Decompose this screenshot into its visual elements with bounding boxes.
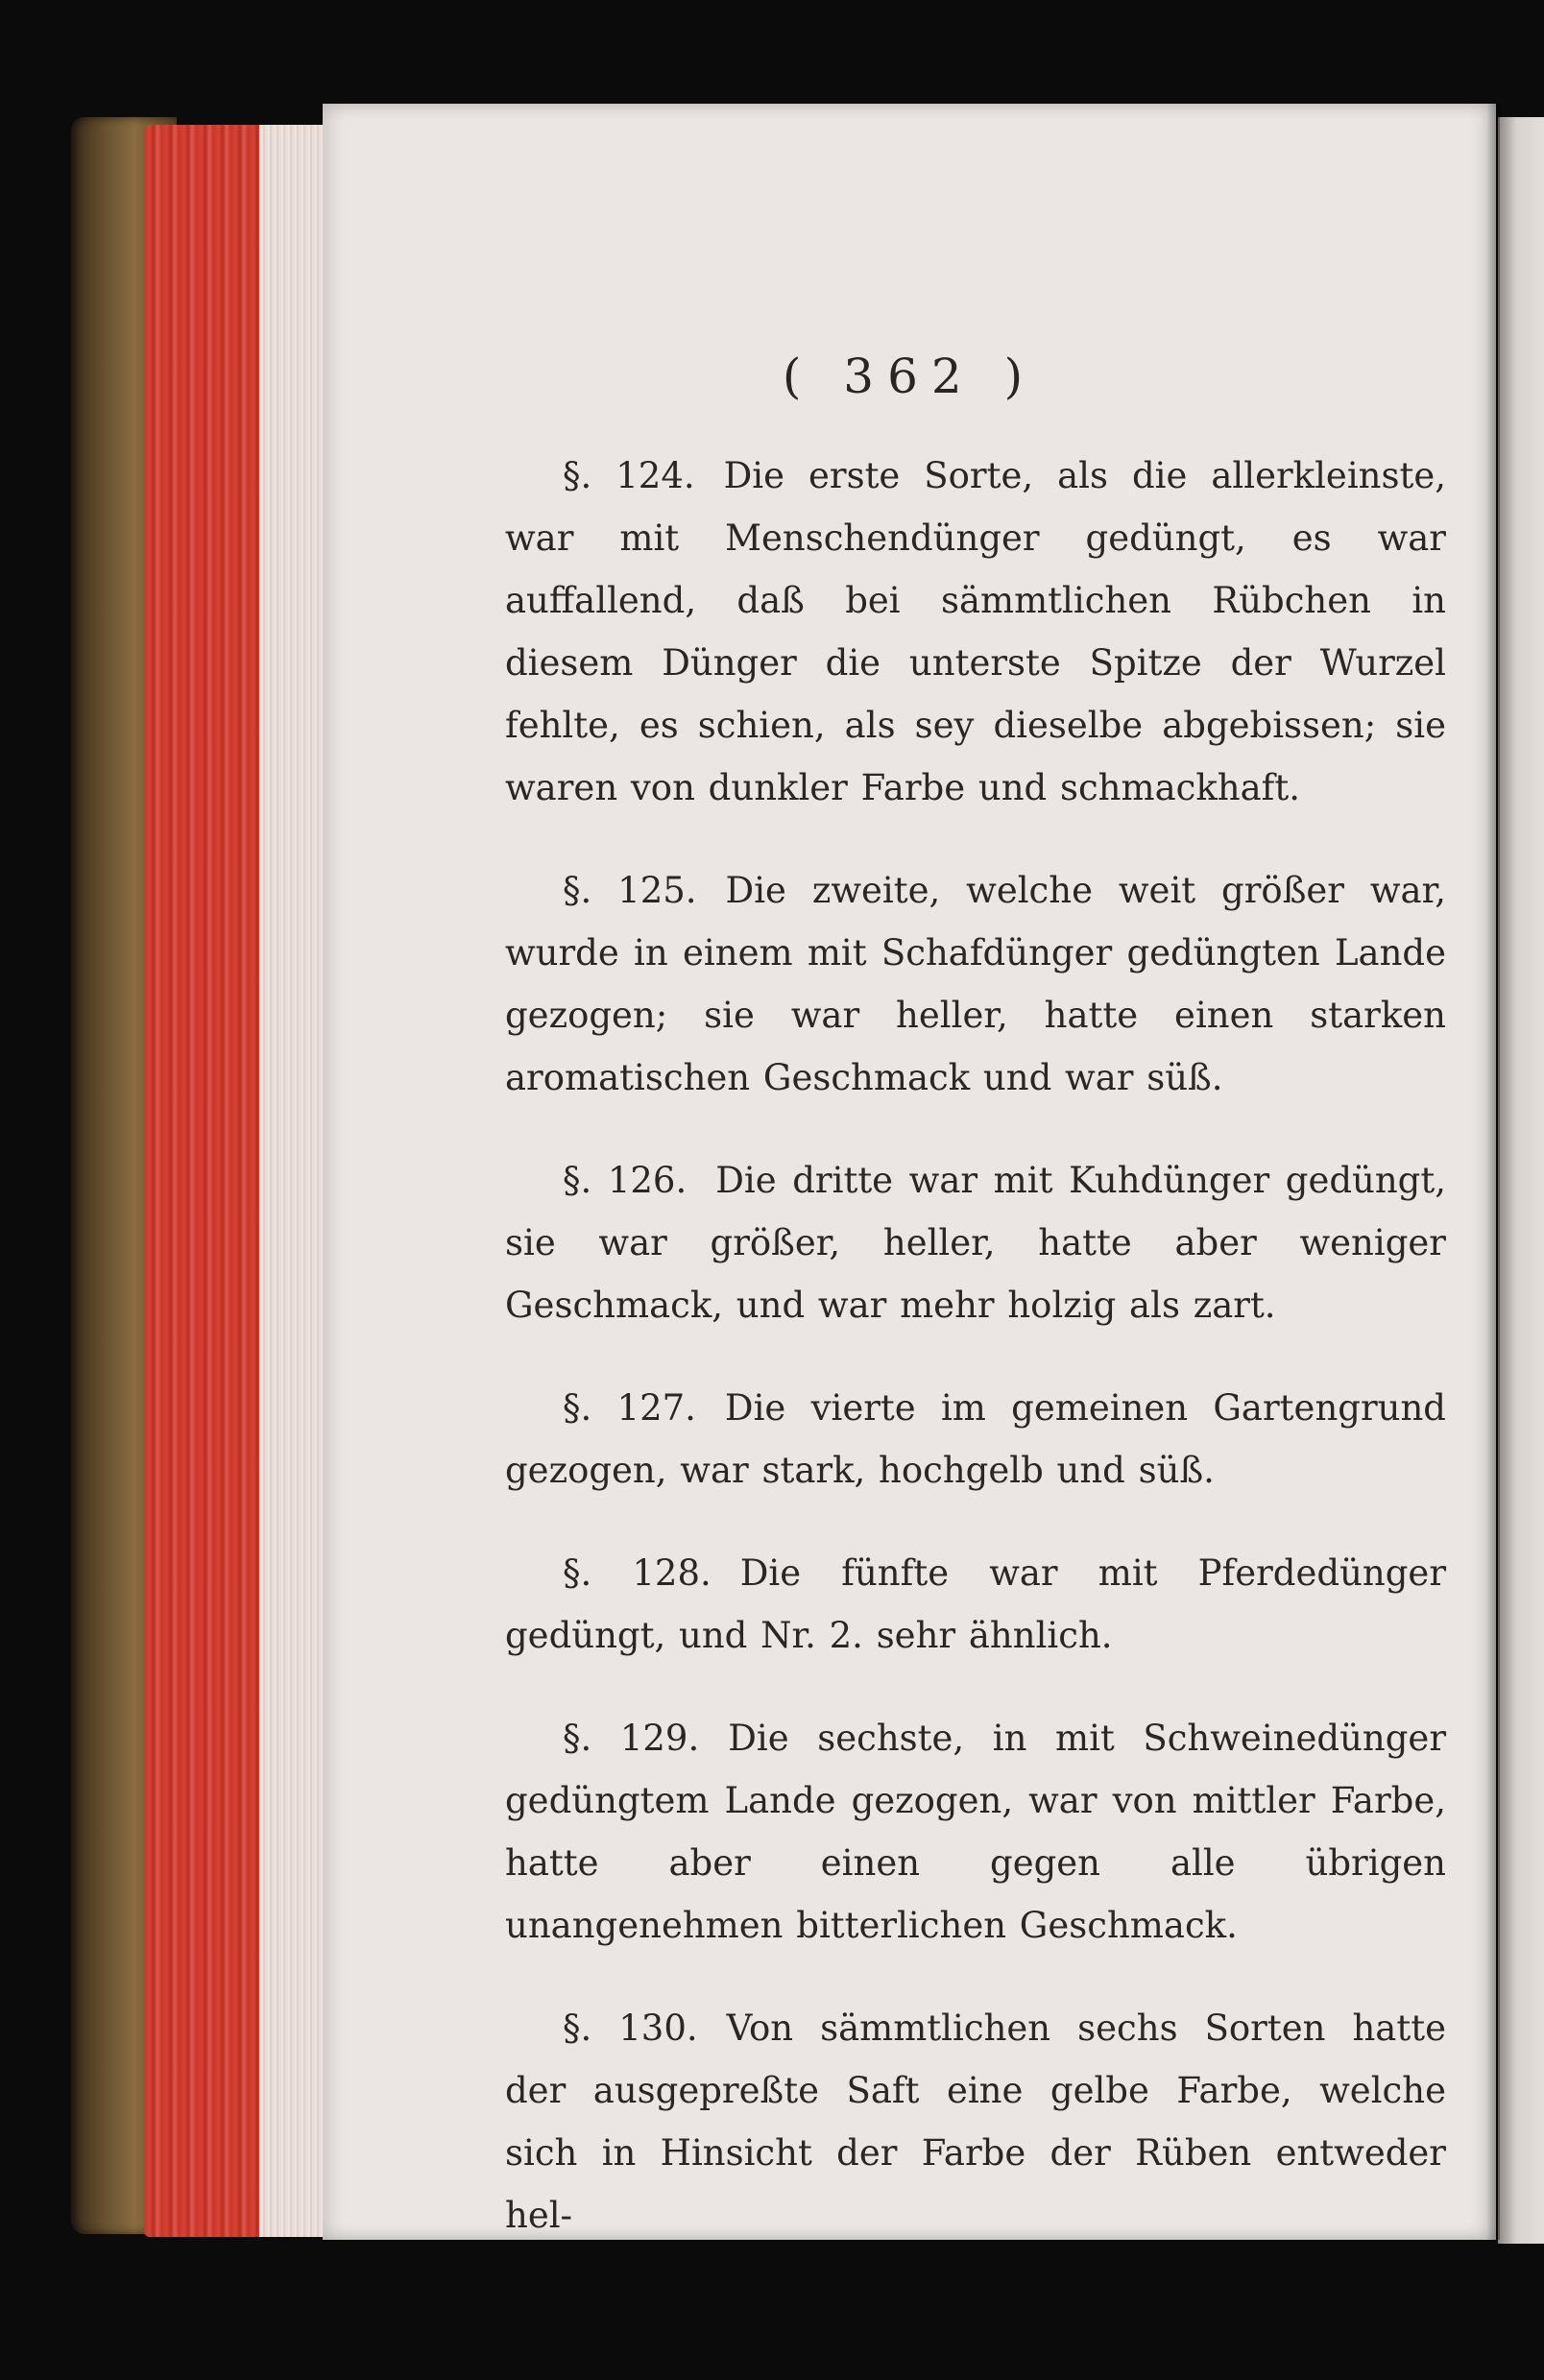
page-edges bbox=[144, 125, 326, 2237]
paragraph-text: Die erste Sorte, als die allerkleinste, war mit Menschendünger gedüngt, es war auffallend, daß bei sämmtlichen Rübchen in diesem Dünger die unterste Spitze der Wurzel fehlte, es schien, als sey dieselbe abgebissen; sie waren von dunkler Farbe und schmackhaft. bbox=[505, 455, 1446, 808]
paragraph-128 bbox=[505, 1542, 1446, 1667]
paragraph-text: Die vierte im gemeinen Gartengrund gezogen, war stark, hochgelb und süß. bbox=[505, 1387, 1446, 1491]
paragraph-127 bbox=[505, 1377, 1446, 1502]
section-number: §. 124. bbox=[563, 455, 695, 496]
paragraph-129 bbox=[505, 1707, 1446, 1957]
paragraph-130 bbox=[505, 1997, 1446, 2247]
section-number: §. 128. bbox=[563, 1552, 712, 1594]
facing-page-edge bbox=[1498, 117, 1544, 2244]
section-number: §. 126. bbox=[563, 1160, 688, 1201]
section-number: §. 127. bbox=[563, 1387, 696, 1429]
paragraph-text: Die zweite, welche weit größer war, wurde in einem mit Schafdünger gedüngten Lande gezogen; sie war heller, hatte einen starken aromatischen Geschmack und war süß. bbox=[505, 870, 1446, 1098]
section-number: §. 129. bbox=[563, 1718, 700, 1759]
section-number: §. 130. bbox=[563, 2007, 698, 2049]
book-page bbox=[323, 104, 1496, 2240]
page-number: ( 362 ) bbox=[782, 349, 1037, 404]
paragraph-124 bbox=[505, 445, 1446, 819]
paragraph-126 bbox=[505, 1149, 1446, 1336]
section-number: §. 125. bbox=[563, 870, 697, 911]
page-body bbox=[505, 445, 1446, 2287]
paragraph-text: Von sämmtlichen sechs Sorten hatte der ausgepreßte Saft eine gelbe Farbe, welche sich in Hinsicht der Farbe der Rüben entweder hel- bbox=[505, 2007, 1446, 2236]
page-gutter-shadow bbox=[1486, 104, 1500, 2240]
paragraph-text: Die dritte war mit Kuhdünger gedüngt, sie war größer, heller, hatte aber weniger Geschmack, und war mehr holzig als zart. bbox=[505, 1160, 1447, 1326]
paragraph-125 bbox=[505, 859, 1446, 1109]
paragraph-text: Die fünfte war mit Pferdedünger gedüngt, und Nr. 2. sehr ähnlich. bbox=[505, 1552, 1447, 1656]
paragraph-text: Die sechste, in mit Schweinedünger gedüngtem Lande gezogen, war von mittler Farbe, hatte aber einen gegen alle übrigen unangenehmen bitterlichen Geschmack. bbox=[505, 1718, 1447, 1946]
